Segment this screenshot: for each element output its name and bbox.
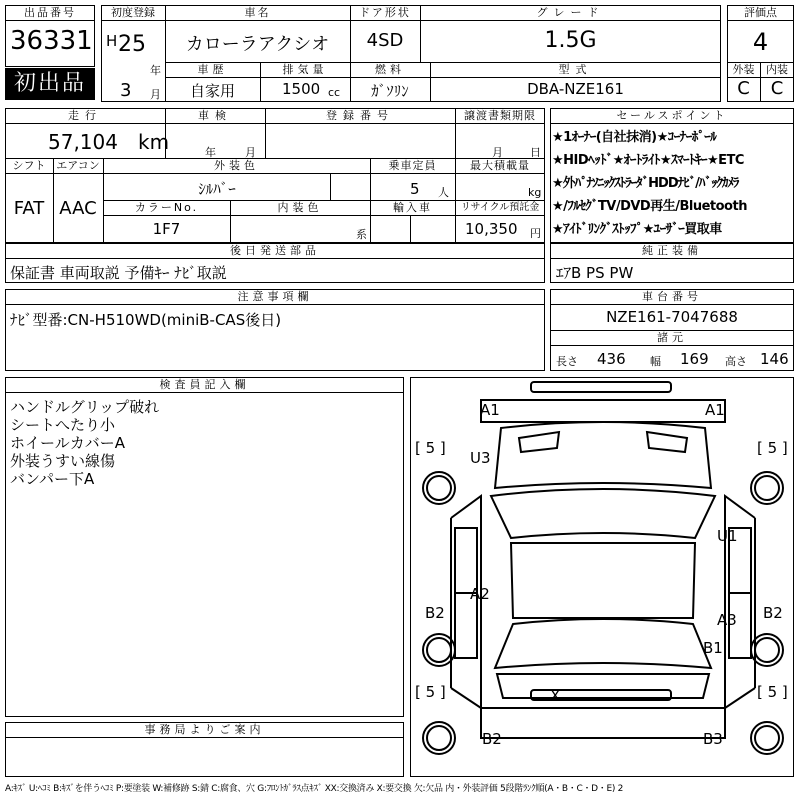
dimensions-label: 諸元 [551,331,793,344]
transfer-day-unit: 日 [530,146,541,159]
notes-label: 注意事項欄 [6,290,544,303]
mark-b1: B1 [703,639,723,657]
grade-value: 1.5G [544,28,597,53]
length-value: 436 [597,350,626,368]
first-reg-era: H [106,32,118,50]
sales-point-line: ★HIDﾍｯﾄﾞ★ｵｰﾄﾗｲﾄ★ｽﾏｰﾄｷｰ★ETC [552,153,744,168]
max-load-label: 最大積載量 [456,159,544,172]
tire-rear-left: [ 5 ] [415,683,446,701]
sales-point-line: ★1ｵｰﾅｰ(自社抹消)★ｺｰﾅｰﾎﾟｰﾙ [552,130,717,145]
first-listing-badge: 初出品 [5,68,95,100]
inspector-line: バンパー下A [10,470,95,488]
history-label: 車歴 [166,63,259,76]
mark-u3: U3 [470,449,491,467]
office-label: 事務局よりご案内 [6,723,403,736]
car-diagram [410,377,794,777]
import-label: 輸入車 [371,201,454,214]
shift-label: シフト [6,159,52,172]
mark-b2-bottom: B2 [482,730,502,748]
int-score-label: 内装 [761,63,793,76]
score-label: 評価点 [728,6,793,19]
mark-a3: A3 [717,611,737,629]
inspection-year-unit: 年 [205,146,216,159]
mileage-unit: km [138,130,170,154]
ext-color-label: 外装色 [104,159,369,172]
sales-point-line: ★/ﾌﾙｾｸﾞTV/DVD再生/Bluetooth [552,199,747,214]
mark-b2-left: B2 [425,604,445,622]
aircon-label: エアコン [54,159,102,172]
ext-score-label: 外装 [728,63,759,76]
mark-a2: A2 [470,585,490,603]
first-reg-month-unit: 月 [150,88,161,101]
registration-label: 登録番号 [266,109,454,122]
mark-x: X [550,687,561,705]
first-reg-year: 25 [118,32,146,57]
int-color-label: 内装色 [231,201,369,214]
legend-text: A:ｷｽﾞ U:ﾍｺﾐ B:ｷｽﾞを伴うﾍｺﾐ P:要塗装 W:補修跡 S:錆 C:腐食、穴 G:ﾌﾛﾝﾄｶﾞﾗｽ点ｷｽﾞ XX:交換済み X:要交換 欠:欠品 内・外装評価 5段階ﾗﾝｸ順(A・B・C・D・E) 2 [5,784,624,794]
car-name-value: カローラアクシオ [185,34,330,55]
int-score-value: C [770,78,784,99]
transfer-deadline-label: 譲渡書類期限 [456,109,544,122]
inspection-label: 車検 [166,109,264,122]
sales-points-label: セールスポイント [551,109,793,122]
mark-b2-right: B2 [763,604,783,622]
aircon-value: AAC [59,198,97,219]
ext-color-value: ｼﾙﾊﾞｰ [198,180,236,198]
chassis-label: 車台番号 [551,290,793,303]
height-label: 高さ [725,355,747,368]
color-no-label: カラーNo. [104,201,229,214]
length-label: 長さ [556,355,578,368]
first-reg-month: 3 [120,80,132,101]
ext-score-value: C [737,78,750,99]
mark-a1-left: A1 [480,401,500,419]
fuel-label: 燃料 [351,63,429,76]
score-value: 4 [752,28,769,56]
capacity-unit: 人 [438,186,449,199]
spec-box [5,108,545,243]
recycle-unit: 円 [530,227,541,240]
color-no-value: 1F7 [152,220,181,238]
height-value: 146 [760,350,789,368]
width-label: 幅 [650,355,661,368]
recycle-value: 10,350 [465,220,518,238]
sales-point-line: ★外ﾊﾟﾅｿﾆｯｸｽﾄﾗｰﾀﾞHDDﾅﾋﾞ/ﾊﾞｯｸｶﾒﾗ [552,176,739,191]
doors-label: ドア形状 [351,6,419,19]
mileage-label: 走行 [6,109,164,122]
int-color-unit: 系 [356,228,367,241]
car-name-label: 車名 [166,6,349,19]
chassis-value: NZE161-7047688 [606,308,738,326]
recycle-label: リサイクル預託金 [456,201,544,214]
mark-u1: U1 [717,527,738,545]
first-reg-label: 初度登録 [102,6,164,19]
lot-label: 出品番号 [6,6,94,19]
model-code-value: DBA-NZE161 [527,80,624,98]
shift-value: FAT [13,198,45,219]
tire-front-right: [ 5 ] [757,439,788,457]
displacement-unit: cc [328,86,341,99]
width-value: 169 [680,350,709,368]
sales-point-line: ★ｱｲﾄﾞﾘﾝｸﾞｽﾄｯﾌﾟ★ﾕｰｻﾞｰ買取車 [552,222,722,237]
tire-front-left: [ 5 ] [415,439,446,457]
inspector-line: シートへたり小 [10,416,116,434]
displacement-label: 排気量 [261,63,349,76]
model-code-label: 型式 [431,63,720,76]
transfer-month-unit: 月 [492,146,503,159]
mark-a1-right: A1 [705,401,725,419]
notes-value: ﾅﾋﾞ型番:CN-H510WD(miniB-CAS後日) [10,311,282,329]
lot-number: 36331 [10,26,93,56]
mark-b3: B3 [703,730,723,748]
first-reg-year-unit: 年 [150,64,161,77]
tire-rear-right: [ 5 ] [757,683,788,701]
capacity-label: 乗車定員 [371,159,454,172]
later-parts-label: 後日発送部品 [6,244,544,257]
history-value: 自家用 [189,82,235,100]
displacement-value: 1500 [282,80,321,98]
car-outline-svg [411,378,795,778]
capacity-value: 5 [410,180,420,198]
mileage-value: 57,104 [48,130,118,154]
doors-value: 4SD [366,30,404,51]
fuel-value: ｶﾞｿﾘﾝ [371,82,409,100]
grade-label: グレード [421,6,720,19]
inspector-line: 外装うすい線傷 [10,452,116,470]
max-load-unit: kg [528,186,542,199]
inspector-line: ハンドルグリップ破れ [10,398,160,416]
later-parts-value: 保証書 車両取説 予備ｷｰ ﾅﾋﾞ取説 [10,264,227,282]
inspector-line: ホイールカバーA [10,434,125,452]
inspector-label: 検査員記入欄 [6,378,403,391]
std-equip-label: 純正装備 [551,244,793,257]
inspection-month-unit: 月 [245,146,256,159]
std-equip-value: ｴｱB PS PW [556,264,634,282]
